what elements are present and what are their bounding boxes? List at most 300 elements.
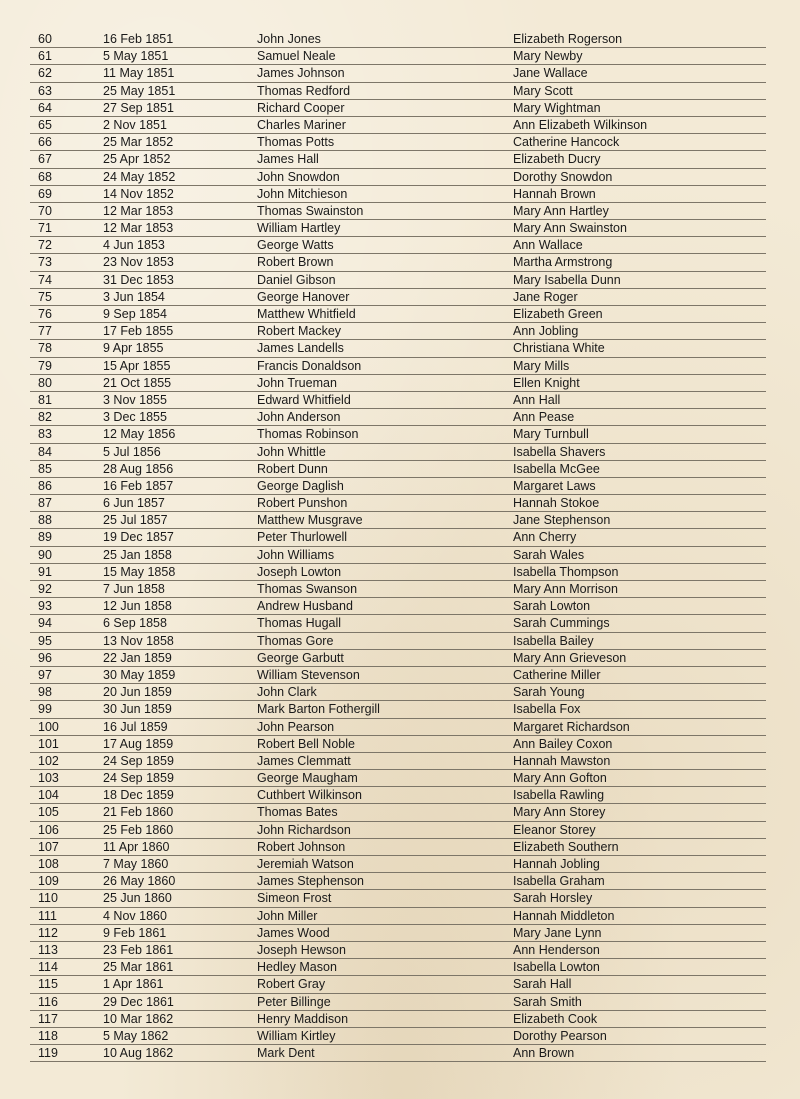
bride-name: Martha Armstrong bbox=[513, 255, 613, 270]
bride-name: Isabella Rawling bbox=[513, 788, 605, 803]
bride-name: Mary Ann Grieveson bbox=[513, 650, 627, 665]
table-row bbox=[30, 340, 766, 357]
bride-name: Mary Newby bbox=[513, 49, 583, 64]
entry-number: 104 bbox=[38, 788, 59, 803]
groom-name: Robert Bell Noble bbox=[257, 736, 355, 751]
marriage-date: 26 May 1860 bbox=[103, 874, 176, 889]
table-row bbox=[30, 31, 766, 48]
marriage-date: 1 Apr 1861 bbox=[103, 977, 164, 992]
groom-name: Robert Mackey bbox=[257, 324, 342, 339]
marriage-date: 17 Aug 1859 bbox=[103, 736, 174, 751]
marriage-date: 10 Aug 1862 bbox=[103, 1046, 174, 1061]
groom-name: Charles Mariner bbox=[257, 117, 346, 132]
table-row bbox=[30, 667, 766, 684]
bride-name: Dorothy Pearson bbox=[513, 1028, 607, 1043]
groom-name: Joseph Hewson bbox=[257, 942, 346, 957]
entry-number: 98 bbox=[38, 685, 52, 700]
bride-name: Ann Pease bbox=[513, 410, 575, 425]
marriage-date: 25 Feb 1860 bbox=[103, 822, 174, 837]
entry-number: 111 bbox=[38, 908, 58, 923]
entry-number: 94 bbox=[38, 616, 52, 631]
marriage-date: 9 Apr 1855 bbox=[103, 341, 164, 356]
entry-number: 62 bbox=[38, 66, 52, 81]
entry-number: 88 bbox=[38, 513, 52, 528]
marriage-date: 3 Jun 1854 bbox=[103, 289, 165, 304]
bride-name: Dorothy Snowdon bbox=[513, 169, 613, 184]
groom-name: Joseph Lowton bbox=[257, 564, 342, 579]
groom-name: Thomas Swanson bbox=[257, 582, 358, 596]
groom-name: Peter Thurlowell bbox=[257, 530, 348, 545]
table-row bbox=[30, 495, 766, 512]
entry-number: 112 bbox=[38, 925, 58, 940]
table-row bbox=[30, 306, 766, 323]
entry-number: 107 bbox=[38, 839, 59, 854]
groom-name: John Whittle bbox=[257, 444, 326, 459]
marriage-date: 17 Feb 1855 bbox=[103, 324, 174, 339]
bride-name: Isabella Shavers bbox=[513, 444, 606, 459]
bride-name: Ann Brown bbox=[513, 1046, 575, 1061]
groom-name: Cuthbert Wilkinson bbox=[257, 788, 362, 803]
table-row bbox=[30, 272, 766, 289]
marriage-date: 30 Jun 1859 bbox=[103, 702, 172, 717]
table-row bbox=[30, 375, 766, 392]
groom-name: John Snowdon bbox=[257, 169, 340, 184]
bride-name: Sarah Wales bbox=[513, 547, 585, 562]
groom-name: Thomas Robinson bbox=[257, 427, 359, 442]
entry-number: 108 bbox=[38, 857, 59, 871]
table-row bbox=[30, 908, 766, 925]
table-row bbox=[30, 323, 766, 340]
groom-name: James Stephenson bbox=[257, 874, 365, 889]
groom-name: Mark Dent bbox=[257, 1046, 315, 1061]
marriage-date: 23 Nov 1853 bbox=[103, 255, 174, 270]
marriage-date: 12 May 1856 bbox=[103, 427, 176, 442]
entry-number: 106 bbox=[38, 822, 59, 837]
table-row bbox=[30, 237, 766, 254]
marriage-date: 11 Apr 1860 bbox=[103, 839, 170, 854]
groom-name: Thomas Gore bbox=[257, 633, 334, 648]
bride-name: Ann Hall bbox=[513, 392, 561, 407]
bride-name: Mary Turnbull bbox=[513, 427, 589, 442]
groom-name: Peter Billinge bbox=[257, 994, 331, 1009]
marriage-date: 25 Jul 1857 bbox=[103, 513, 168, 528]
groom-name: John Miller bbox=[257, 908, 318, 923]
entry-number: 101 bbox=[38, 736, 59, 751]
entry-number: 82 bbox=[38, 410, 52, 425]
bride-name: Hannah Middleton bbox=[513, 908, 615, 923]
marriage-date: 28 Aug 1856 bbox=[103, 461, 174, 476]
bride-name: Sarah Smith bbox=[513, 994, 582, 1009]
table-row bbox=[30, 48, 766, 65]
bride-name: Elizabeth Ducry bbox=[513, 152, 601, 167]
table-row bbox=[30, 1028, 766, 1045]
bride-name: Mary Mills bbox=[513, 358, 570, 373]
bride-name: Jane Stephenson bbox=[513, 513, 611, 528]
marriage-date: 19 Dec 1857 bbox=[103, 530, 174, 545]
marriage-date: 12 Jun 1858 bbox=[103, 599, 172, 614]
table-row bbox=[30, 701, 766, 718]
bride-name: Hannah Jobling bbox=[513, 857, 600, 871]
bride-name: Margaret Laws bbox=[513, 478, 596, 493]
table-row bbox=[30, 942, 766, 959]
table-row bbox=[30, 976, 766, 993]
bride-name: Isabella Graham bbox=[513, 874, 605, 889]
bride-name: Ann Elizabeth Wilkinson bbox=[513, 117, 648, 132]
groom-name: Robert Johnson bbox=[257, 839, 346, 854]
entry-number: 103 bbox=[38, 771, 59, 786]
table-row bbox=[30, 444, 766, 461]
marriage-date: 5 Jul 1856 bbox=[103, 444, 161, 459]
groom-name: Henry Maddison bbox=[257, 1011, 349, 1026]
table-row bbox=[30, 83, 766, 100]
marriage-date: 24 Sep 1859 bbox=[103, 753, 174, 768]
groom-name: John Anderson bbox=[257, 410, 341, 425]
bride-name: Mary Wightman bbox=[513, 100, 601, 115]
groom-name: George Hanover bbox=[257, 289, 350, 304]
marriage-date: 14 Nov 1852 bbox=[103, 186, 174, 201]
table-row bbox=[30, 787, 766, 804]
bride-name: Mary Ann Gofton bbox=[513, 771, 607, 786]
marriage-date: 9 Sep 1854 bbox=[103, 307, 167, 321]
table-row bbox=[30, 873, 766, 890]
marriage-date: 27 Sep 1851 bbox=[103, 100, 174, 115]
entry-number: 99 bbox=[38, 702, 52, 717]
table-row bbox=[30, 804, 766, 821]
table-row bbox=[30, 186, 766, 203]
entry-number: 90 bbox=[38, 547, 52, 562]
marriage-date: 20 Jun 1859 bbox=[103, 685, 172, 700]
entry-number: 100 bbox=[38, 719, 59, 734]
table-row bbox=[30, 856, 766, 873]
bride-name: Mary Jane Lynn bbox=[513, 925, 602, 940]
bride-name: Isabella Thompson bbox=[513, 564, 619, 579]
groom-name: James Wood bbox=[257, 925, 330, 940]
entry-number: 105 bbox=[38, 805, 59, 820]
entry-number: 67 bbox=[38, 152, 52, 167]
table-row bbox=[30, 615, 766, 632]
table-row bbox=[30, 392, 766, 409]
bride-name: Christiana White bbox=[513, 341, 605, 356]
groom-name: Jeremiah Watson bbox=[257, 857, 354, 871]
bride-name: Sarah Young bbox=[513, 685, 585, 700]
entry-number: 80 bbox=[38, 375, 52, 390]
table-row bbox=[30, 1011, 766, 1028]
marriage-date: 3 Nov 1855 bbox=[103, 392, 167, 407]
marriage-date: 13 Nov 1858 bbox=[103, 633, 174, 648]
marriage-date: 18 Dec 1859 bbox=[103, 788, 174, 803]
table-row bbox=[30, 478, 766, 495]
table-row bbox=[30, 598, 766, 615]
entry-number: 73 bbox=[38, 255, 52, 270]
marriage-date: 30 May 1859 bbox=[103, 667, 176, 682]
marriage-date: 5 May 1862 bbox=[103, 1028, 169, 1043]
marriage-date: 16 Feb 1851 bbox=[103, 32, 174, 46]
groom-name: Thomas Bates bbox=[257, 805, 338, 820]
table-row bbox=[30, 547, 766, 564]
table-row bbox=[30, 581, 766, 598]
entry-number: 69 bbox=[38, 186, 52, 201]
bride-name: Isabella McGee bbox=[513, 461, 600, 476]
groom-name: John Clark bbox=[257, 685, 317, 700]
table-row bbox=[30, 134, 766, 151]
marriage-date: 2 Nov 1851 bbox=[103, 117, 167, 132]
entry-number: 74 bbox=[38, 272, 52, 287]
groom-name: John Trueman bbox=[257, 375, 337, 390]
groom-name: Daniel Gibson bbox=[257, 272, 336, 287]
bride-name: Eleanor Storey bbox=[513, 822, 596, 837]
entry-number: 72 bbox=[38, 238, 52, 253]
groom-name: Edward Whitfield bbox=[257, 392, 351, 407]
table-row bbox=[30, 719, 766, 736]
marriage-date: 11 May 1851 bbox=[103, 66, 175, 81]
groom-name: William Kirtley bbox=[257, 1028, 336, 1043]
entry-number: 118 bbox=[38, 1028, 58, 1043]
table-row bbox=[30, 426, 766, 443]
groom-name: William Stevenson bbox=[257, 667, 360, 682]
bride-name: Sarah Cummings bbox=[513, 616, 610, 631]
entry-number: 83 bbox=[38, 427, 52, 442]
table-row bbox=[30, 890, 766, 907]
bride-name: Ann Cherry bbox=[513, 530, 577, 545]
bride-name: Hannah Brown bbox=[513, 186, 596, 201]
entry-number: 109 bbox=[38, 874, 59, 889]
groom-name: Hedley Mason bbox=[257, 960, 337, 975]
table-row bbox=[30, 65, 766, 82]
bride-name: Mary Scott bbox=[513, 83, 573, 98]
entry-number: 65 bbox=[38, 117, 52, 132]
entry-number: 78 bbox=[38, 341, 52, 356]
bride-name: Sarah Horsley bbox=[513, 891, 593, 906]
groom-name: Samuel Neale bbox=[257, 49, 336, 64]
groom-name: George Maugham bbox=[257, 771, 358, 786]
marriage-date: 25 Apr 1852 bbox=[103, 152, 171, 167]
groom-name: James Landells bbox=[257, 341, 344, 356]
bride-name: Jane Wallace bbox=[513, 66, 588, 81]
groom-name: Robert Brown bbox=[257, 255, 334, 270]
entry-number: 64 bbox=[38, 100, 52, 115]
entry-number: 79 bbox=[38, 358, 52, 373]
groom-name: George Daglish bbox=[257, 478, 344, 493]
marriage-date: 21 Oct 1855 bbox=[103, 375, 172, 390]
marriage-date: 25 Jun 1860 bbox=[103, 891, 172, 906]
marriage-date: 7 May 1860 bbox=[103, 857, 169, 871]
marriage-date: 29 Dec 1861 bbox=[103, 994, 174, 1009]
entry-number: 97 bbox=[38, 667, 52, 682]
groom-name: John Jones bbox=[257, 32, 321, 46]
entry-number: 96 bbox=[38, 650, 52, 665]
bride-name: Ann Wallace bbox=[513, 238, 583, 253]
marriage-date: 7 Jun 1858 bbox=[103, 582, 165, 596]
table-row bbox=[30, 959, 766, 976]
groom-name: Robert Dunn bbox=[257, 461, 328, 476]
entry-number: 102 bbox=[38, 753, 59, 768]
entry-number: 63 bbox=[38, 83, 52, 98]
groom-name: Andrew Husband bbox=[257, 599, 353, 614]
table-row bbox=[30, 117, 766, 134]
marriage-date: 22 Jan 1859 bbox=[103, 650, 172, 665]
bride-name: Margaret Richardson bbox=[513, 719, 630, 734]
marriage-date: 6 Sep 1858 bbox=[103, 616, 167, 631]
groom-name: George Watts bbox=[257, 238, 334, 253]
entry-number: 61 bbox=[38, 49, 52, 64]
table-row bbox=[30, 770, 766, 787]
marriage-date: 24 Sep 1859 bbox=[103, 771, 174, 786]
bride-name: Isabella Lowton bbox=[513, 960, 600, 975]
entry-number: 95 bbox=[38, 633, 52, 648]
table-row bbox=[30, 529, 766, 546]
entry-number: 77 bbox=[38, 324, 52, 339]
entry-number: 119 bbox=[38, 1046, 58, 1061]
groom-name: John Williams bbox=[257, 547, 335, 562]
table-row bbox=[30, 409, 766, 426]
table-row bbox=[30, 358, 766, 375]
table-row bbox=[30, 1045, 766, 1062]
entry-number: 93 bbox=[38, 599, 52, 614]
groom-name: Matthew Musgrave bbox=[257, 513, 363, 528]
table-row bbox=[30, 203, 766, 220]
groom-name: Thomas Swainston bbox=[257, 203, 364, 218]
marriage-date: 31 Dec 1853 bbox=[103, 272, 174, 287]
entry-number: 76 bbox=[38, 307, 52, 321]
marriage-date: 25 Mar 1861 bbox=[103, 960, 174, 975]
groom-name: John Richardson bbox=[257, 822, 351, 837]
bride-name: Ellen Knight bbox=[513, 375, 580, 390]
entry-number: 115 bbox=[38, 977, 58, 992]
entry-number: 71 bbox=[38, 221, 52, 236]
table-row bbox=[30, 254, 766, 271]
marriage-date: 25 Mar 1852 bbox=[103, 135, 174, 150]
bride-name: Mary Ann Storey bbox=[513, 805, 606, 820]
entry-number: 89 bbox=[38, 530, 52, 545]
marriage-date: 16 Feb 1857 bbox=[103, 478, 174, 493]
entry-number: 87 bbox=[38, 496, 52, 511]
bride-name: Elizabeth Green bbox=[513, 307, 603, 321]
entry-number: 92 bbox=[38, 582, 52, 596]
marriage-date: 3 Dec 1855 bbox=[103, 410, 167, 425]
bride-name: Ann Henderson bbox=[513, 942, 600, 957]
table-row bbox=[30, 564, 766, 581]
bride-name: Mary Ann Hartley bbox=[513, 203, 609, 218]
marriage-date: 21 Feb 1860 bbox=[103, 805, 174, 820]
groom-name: Thomas Hugall bbox=[257, 616, 342, 631]
table-row bbox=[30, 512, 766, 529]
table-row bbox=[30, 169, 766, 186]
groom-name: Mark Barton Fothergill bbox=[257, 702, 380, 717]
groom-name: Simeon Frost bbox=[257, 891, 332, 906]
bride-name: Hannah Stokoe bbox=[513, 496, 600, 511]
table-row bbox=[30, 753, 766, 770]
marriage-register-table bbox=[30, 31, 766, 1062]
bride-name: Mary Ann Swainston bbox=[513, 221, 627, 236]
entry-number: 91 bbox=[38, 564, 52, 579]
groom-name: John Mitchieson bbox=[257, 186, 348, 201]
table-row bbox=[30, 461, 766, 478]
bride-name: Mary Isabella Dunn bbox=[513, 272, 621, 287]
marriage-date: 4 Nov 1860 bbox=[103, 908, 167, 923]
entry-number: 114 bbox=[38, 960, 58, 975]
bride-name: Hannah Mawston bbox=[513, 753, 611, 768]
groom-name: Richard Cooper bbox=[257, 100, 345, 115]
table-row bbox=[30, 151, 766, 168]
groom-name: Francis Donaldson bbox=[257, 358, 362, 373]
marriage-date: 24 May 1852 bbox=[103, 169, 176, 184]
groom-name: George Garbutt bbox=[257, 650, 344, 665]
entry-number: 86 bbox=[38, 478, 52, 493]
bride-name: Ann Bailey Coxon bbox=[513, 736, 613, 751]
entry-number: 117 bbox=[38, 1011, 58, 1026]
marriage-date: 25 May 1851 bbox=[103, 83, 176, 98]
groom-name: James Hall bbox=[257, 152, 319, 167]
table-row bbox=[30, 736, 766, 753]
bride-name: Elizabeth Cook bbox=[513, 1011, 598, 1026]
bride-name: Jane Roger bbox=[513, 289, 578, 304]
groom-name: James Johnson bbox=[257, 66, 345, 81]
marriage-date: 15 May 1858 bbox=[103, 564, 176, 579]
table-row bbox=[30, 839, 766, 856]
bride-name: Isabella Bailey bbox=[513, 633, 594, 648]
table-row bbox=[30, 650, 766, 667]
entry-number: 66 bbox=[38, 135, 52, 150]
groom-name: John Pearson bbox=[257, 719, 335, 734]
table-row bbox=[30, 220, 766, 237]
marriage-date: 5 May 1851 bbox=[103, 49, 169, 64]
table-row bbox=[30, 822, 766, 839]
entry-number: 110 bbox=[38, 891, 58, 906]
groom-name: William Hartley bbox=[257, 221, 341, 236]
groom-name: Matthew Whitfield bbox=[257, 307, 356, 321]
entry-number: 84 bbox=[38, 444, 52, 459]
marriage-date: 6 Jun 1857 bbox=[103, 496, 165, 511]
marriage-date: 9 Feb 1861 bbox=[103, 925, 167, 940]
bride-name: Catherine Miller bbox=[513, 667, 601, 682]
marriage-date: 12 Mar 1853 bbox=[103, 203, 174, 218]
entry-number: 68 bbox=[38, 169, 52, 184]
entry-number: 81 bbox=[38, 392, 52, 407]
groom-name: Thomas Potts bbox=[257, 135, 335, 150]
table-row bbox=[30, 289, 766, 306]
bride-name: Isabella Fox bbox=[513, 702, 581, 717]
entry-number: 113 bbox=[38, 942, 58, 957]
bride-name: Mary Ann Morrison bbox=[513, 582, 618, 596]
groom-name: Robert Gray bbox=[257, 977, 326, 992]
entry-number: 70 bbox=[38, 203, 52, 218]
table-row bbox=[30, 994, 766, 1011]
bride-name: Sarah Hall bbox=[513, 977, 572, 992]
marriage-date: 23 Feb 1861 bbox=[103, 942, 174, 957]
bride-name: Ann Jobling bbox=[513, 324, 579, 339]
entry-number: 75 bbox=[38, 289, 52, 304]
marriage-date: 16 Jul 1859 bbox=[103, 719, 168, 734]
groom-name: Thomas Redford bbox=[257, 83, 351, 98]
table-row bbox=[30, 100, 766, 117]
bride-name: Sarah Lowton bbox=[513, 599, 591, 614]
marriage-date: 15 Apr 1855 bbox=[103, 358, 171, 373]
marriage-date: 4 Jun 1853 bbox=[103, 238, 165, 253]
marriage-date: 25 Jan 1858 bbox=[103, 547, 172, 562]
marriage-date: 10 Mar 1862 bbox=[103, 1011, 174, 1026]
table-row bbox=[30, 925, 766, 942]
table-row bbox=[30, 633, 766, 650]
bride-name: Elizabeth Southern bbox=[513, 839, 619, 854]
entry-number: 60 bbox=[38, 32, 52, 46]
groom-name: James Clemmatt bbox=[257, 753, 351, 768]
groom-name: Robert Punshon bbox=[257, 496, 348, 511]
entry-number: 85 bbox=[38, 461, 52, 476]
bride-name: Elizabeth Rogerson bbox=[513, 32, 623, 46]
bride-name: Catherine Hancock bbox=[513, 135, 620, 150]
entry-number: 116 bbox=[38, 994, 58, 1009]
marriage-date: 12 Mar 1853 bbox=[103, 221, 174, 236]
